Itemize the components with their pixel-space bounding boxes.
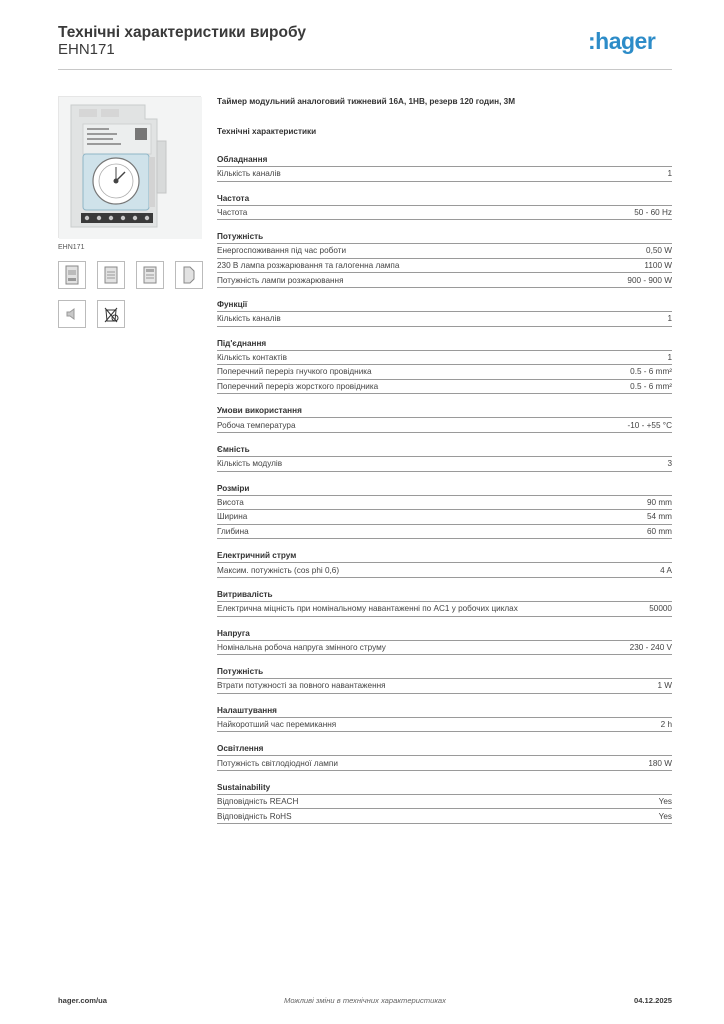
spec-value: 3 (667, 459, 672, 469)
spec-label: Поперечний переріз жорсткого провідника (217, 382, 379, 392)
spec-value: 90 mm (646, 497, 672, 507)
spec-value: 60 mm (646, 527, 672, 537)
spec-value: -10 - +55 °C (627, 420, 672, 430)
spec-row (217, 365, 672, 380)
spec-row (217, 718, 672, 733)
top-view-icon[interactable] (136, 261, 164, 289)
page-title: Технічні характеристики виробу (58, 24, 306, 41)
spec-label: Частота (217, 207, 248, 217)
hager-logo[interactable] (588, 28, 672, 54)
spec-group (217, 298, 672, 327)
spec-value: 900 - 900 W (627, 275, 672, 285)
spec-label: Потужність світлодіодної лампи (217, 758, 338, 768)
spec-label: Максим. потужність (cos phi 0,6) (217, 565, 340, 575)
spec-row (217, 380, 672, 395)
spec-group (217, 482, 672, 540)
spec-row (217, 206, 672, 221)
spec-label: Найкоротший час перемикання (217, 719, 337, 729)
spec-group-title: Налаштування (217, 705, 277, 715)
spec-group (217, 337, 672, 395)
spec-label: Глибина (217, 527, 249, 537)
product-code: EHN171 (58, 41, 115, 58)
spec-group-title: Потужність (217, 232, 264, 242)
spec-row (217, 525, 672, 540)
spec-group (217, 742, 672, 771)
spec-group-title: Sustainability (217, 782, 271, 792)
spec-row (217, 563, 672, 578)
spec-value: 180 W (648, 758, 672, 768)
spec-group-title: Функції (217, 299, 248, 309)
spec-value: 2 h (660, 719, 672, 729)
spec-value: 0.5 - 6 mm² (630, 367, 672, 377)
spec-label: Ширина (217, 512, 248, 522)
spec-section (217, 96, 672, 834)
spec-label: Енергоспоживання під час роботи (217, 246, 347, 256)
front-view-icon[interactable] (58, 261, 86, 289)
spec-heading: Технічні характеристики (217, 127, 317, 136)
spec-value: 1 (667, 314, 672, 324)
spec-label: Кількість контактів (217, 352, 287, 362)
footer-date: 04.12.2025 (633, 996, 672, 1005)
spec-group-title: Освітлення (217, 744, 264, 754)
spec-row (217, 795, 672, 810)
spec-group (217, 627, 672, 656)
spec-row (217, 809, 672, 824)
footer-website-link[interactable]: hager.com/ua (58, 996, 107, 1005)
spec-row (217, 641, 672, 656)
speaker-icon[interactable] (58, 300, 86, 328)
spec-value: 54 mm (646, 512, 672, 522)
spec-label: Потужність лампи розжарювання (217, 275, 344, 285)
product-description: Таймер модульний аналоговий тижневий 16А, 1НВ, резерв 120 годин, 3М (217, 97, 516, 106)
spec-label: Електрична міцність при номінальному навантаженні по AC1 у робочих циклах (217, 604, 518, 614)
product-image-label: EHN171 (58, 244, 85, 251)
spec-group-title: Обладнання (217, 155, 268, 164)
profile-view-icon[interactable] (175, 261, 203, 289)
spec-label: Поперечний переріз гнучкого провідника (217, 367, 372, 377)
footer-note: Можливі зміни в технічних характеристиках (284, 996, 446, 1005)
spec-group (217, 404, 672, 433)
page-footer (58, 996, 672, 1010)
spec-label: Відповідність RoHS (217, 811, 292, 821)
spec-row (217, 496, 672, 511)
spec-row (217, 259, 672, 274)
spec-groups (217, 153, 672, 824)
spec-group (217, 153, 672, 182)
page-header (58, 22, 672, 70)
spec-group-title: Розміри (217, 483, 250, 493)
spec-label: Кількість каналів (217, 314, 281, 324)
spec-row (217, 510, 672, 525)
spec-row (217, 167, 672, 182)
spec-value: 4 A (660, 565, 672, 575)
spec-group (217, 588, 672, 617)
spec-group-title: Витривалість (217, 589, 273, 599)
spec-label: Робоча температура (217, 420, 296, 430)
spec-group-title: Напруга (217, 628, 250, 638)
spec-group-title: Частота (217, 193, 250, 203)
spec-group (217, 443, 672, 472)
spec-group (217, 665, 672, 694)
product-view-thumbnails (58, 261, 208, 341)
side-view-icon[interactable] (97, 261, 125, 289)
spec-group (217, 781, 672, 824)
spec-value: 50000 (649, 604, 672, 614)
svg-text::hager: :hager (588, 28, 656, 54)
spec-row (217, 602, 672, 617)
weee-disposal-icon[interactable] (97, 300, 125, 328)
spec-value: 1100 W (644, 261, 672, 271)
spec-value: 1 (667, 352, 672, 362)
spec-group (217, 549, 672, 578)
spec-row (217, 457, 672, 472)
spec-row (217, 756, 672, 771)
spec-group-title: Під'єднання (217, 338, 267, 348)
spec-label: Висота (217, 497, 244, 507)
spec-label: Номінальна робоча напруга змінного струму (217, 642, 386, 652)
spec-group-title: Електричний струм (217, 551, 297, 561)
spec-label: Втрати потужності за повного навантаження (217, 681, 386, 691)
spec-value: 50 - 60 Hz (634, 207, 672, 217)
spec-value: 0.5 - 6 mm² (630, 382, 672, 392)
spec-label: Відповідність REACH (217, 797, 299, 807)
spec-group-title: Потужність (217, 667, 264, 677)
spec-label: Кількість каналів (217, 169, 281, 179)
spec-label: Кількість модулів (217, 459, 283, 469)
spec-row (217, 418, 672, 433)
spec-group (217, 704, 672, 733)
spec-value: 230 - 240 V (629, 642, 672, 652)
spec-row (217, 312, 672, 327)
spec-row (217, 679, 672, 694)
spec-value: 1 W (657, 681, 672, 691)
spec-group (217, 192, 672, 221)
spec-group (217, 230, 672, 288)
product-image (58, 96, 201, 238)
spec-group-title: Умови використання (217, 406, 302, 416)
spec-label: 230 В лампа розжарювання та галогенна лампа (217, 261, 400, 271)
spec-value: Yes (658, 797, 672, 807)
spec-row (217, 351, 672, 366)
spec-value: Yes (658, 811, 672, 821)
spec-value: 1 (667, 169, 672, 179)
spec-row (217, 273, 672, 288)
spec-row (217, 244, 672, 259)
spec-value: 0,50 W (646, 246, 672, 256)
spec-group-title: Ємність (217, 444, 250, 454)
